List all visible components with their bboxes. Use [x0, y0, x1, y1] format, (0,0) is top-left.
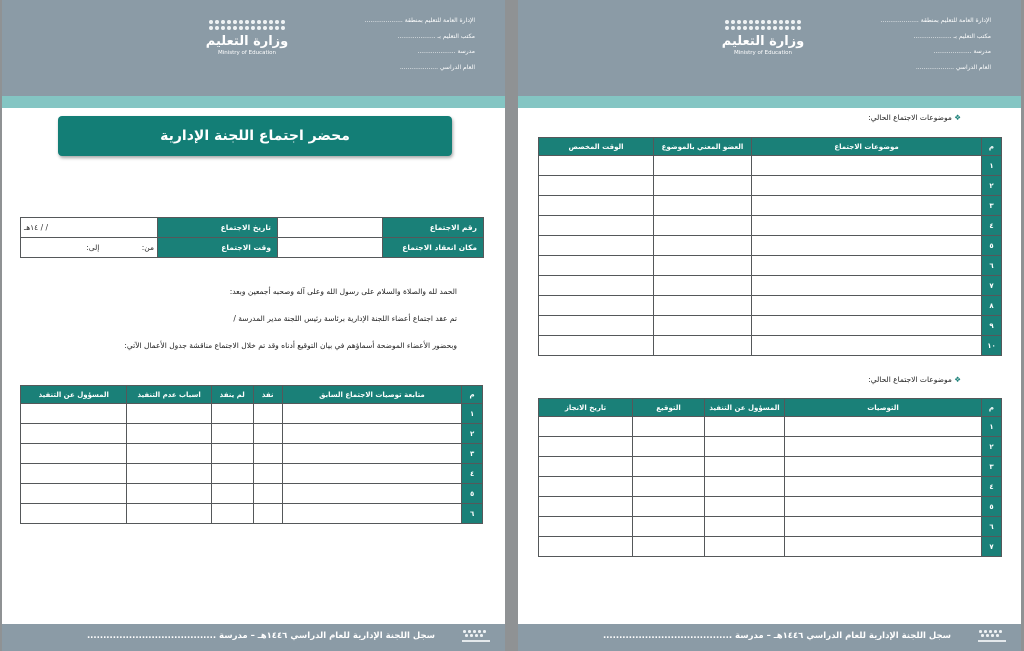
table-row: [21, 504, 483, 524]
intro-paragraphs: [37, 286, 457, 367]
header-line-region: الإدارة العامة للتعليم بمنطقة ....................: [364, 17, 475, 24]
table-row: [539, 417, 1002, 437]
column-header: العضو المعني بالموضوع: [654, 138, 752, 156]
meeting-place-field[interactable]: [278, 238, 383, 258]
row-number: ٢: [982, 437, 1002, 457]
table-row: [21, 424, 483, 444]
row-number: ٨: [982, 296, 1002, 316]
footer-text: سجل اللجنة الإدارية للعام الدراسي ١٤٤٦هـ – مدرسة ........................................: [602, 631, 951, 641]
bullet-icon: ❖: [954, 375, 961, 384]
header-info: [365, 13, 475, 75]
recommendations-section-title: [868, 375, 961, 384]
header-line-office: مكتب التعليم بـ ....................: [913, 32, 991, 40]
time-to-label: إلى:: [86, 243, 100, 252]
table-row: [21, 484, 483, 504]
previous-recommendations-table: [20, 385, 483, 524]
row-number: ٣: [462, 444, 483, 464]
table-row: [21, 238, 484, 258]
column-header: اسباب عدم التنفيذ: [127, 386, 211, 404]
column-header: الوقت المخصص: [539, 138, 654, 156]
header-line-year: العام الدراسي ....................: [915, 63, 991, 71]
row-number: ٣: [982, 457, 1002, 477]
meeting-date-field[interactable]: / / ١٤هـ: [21, 218, 158, 238]
row-number: ٦: [462, 504, 483, 524]
table-row: [539, 517, 1002, 537]
table-header-row: [21, 386, 483, 404]
table-row: [539, 156, 1002, 176]
ministry-logo: [197, 20, 297, 56]
footer-logo-icon: [459, 628, 493, 647]
table-row: [539, 256, 1002, 276]
row-number: ١: [462, 404, 483, 424]
logo-english-text: Ministry of Education: [217, 50, 276, 56]
meeting-date-label: تاريخ الاجتماع: [158, 218, 278, 238]
row-number: ٤: [982, 477, 1002, 497]
header-line-school: مدرسة ....................: [933, 48, 991, 55]
column-header: نفذ: [253, 386, 282, 404]
logo-dots-icon: [208, 20, 286, 30]
header-stripe: [2, 96, 505, 108]
meeting-time-field[interactable]: [21, 238, 158, 258]
table-row: [539, 316, 1002, 336]
row-number: ٥: [982, 236, 1002, 256]
meeting-info-table: [20, 217, 484, 258]
table-row: [21, 444, 483, 464]
table-header-row: [539, 399, 1002, 417]
row-number: ١: [982, 417, 1002, 437]
topics-section-title: [868, 113, 961, 122]
footer-text: سجل اللجنة الإدارية للعام الدراسي ١٤٤٦هـ – مدرسة ........................................: [86, 631, 435, 641]
column-header: التوقيع: [633, 399, 705, 417]
page-footer: [518, 624, 1021, 651]
intro-paragraph: الحمد لله والصلاة والسلام على رسول الله وعلى آله وصحبه أجمعين وبعد:: [229, 287, 457, 296]
recommendations-table: [538, 398, 1002, 557]
row-number: ٦: [982, 517, 1002, 537]
table-row: [539, 457, 1002, 477]
table-row: [539, 276, 1002, 296]
meeting-number-label: رقم الاجتماع: [383, 218, 484, 238]
page-right: [518, 0, 1021, 651]
row-number: ٦: [982, 256, 1002, 276]
row-number: ٢: [982, 176, 1002, 196]
column-header: متابعة توصيات الاجتماع السابق: [282, 386, 461, 404]
logo-arabic-text: وزارة التعليم: [721, 34, 805, 49]
footer-logo-icon: [975, 628, 1009, 647]
column-header: المسؤول عن التنفيذ: [21, 386, 127, 404]
column-header: المسؤول عن التنفيذ: [705, 399, 785, 417]
ministry-logo: [713, 20, 813, 56]
table-row: [539, 236, 1002, 256]
logo-dots-icon: [724, 20, 802, 30]
meeting-number-field[interactable]: [278, 218, 383, 238]
time-from-label: من:: [141, 243, 154, 252]
header-line-school: مدرسة ....................: [417, 48, 475, 55]
row-number: ٧: [982, 537, 1002, 557]
table-header-row: [539, 138, 1002, 156]
intro-paragraph: تم عقد اجتماع أعضاء اللجنة الإدارية برئاسة رئيس اللجنة مدير المدرسة /: [233, 314, 457, 323]
table-row: [21, 404, 483, 424]
row-number: ١: [982, 156, 1002, 176]
meeting-topics-table: [538, 137, 1002, 356]
page-footer: [2, 624, 505, 651]
page-header: [518, 0, 1021, 96]
row-number: ٥: [462, 484, 483, 504]
topics-title-text: موضوعات الاجتماع الحالي:: [868, 113, 952, 122]
header-line-office: مكتب التعليم بـ ....................: [397, 32, 475, 40]
table-row: [539, 437, 1002, 457]
column-header: لم ينفذ: [211, 386, 253, 404]
logo-arabic-text: وزارة التعليم: [205, 34, 289, 49]
table-row: [539, 216, 1002, 236]
table-row: [21, 464, 483, 484]
column-header: موضوعات الاجتماع: [752, 138, 982, 156]
table-row: [21, 218, 484, 238]
intro-paragraph: وبحضور الأعضاء الموضحة أسماؤهم في بيان التوقيع أدناه وقد تم خلال الاجتماع مناقشة جدول الأعمال الآتي:: [124, 341, 457, 350]
page-header: [2, 0, 505, 96]
header-line-region: الإدارة العامة للتعليم بمنطقة ....................: [880, 17, 991, 24]
column-header: م: [982, 138, 1002, 156]
row-number: ١٠: [982, 336, 1002, 356]
page-left: [2, 0, 505, 651]
row-number: ٤: [462, 464, 483, 484]
logo-english-text: Ministry of Education: [733, 50, 792, 56]
table-row: [539, 176, 1002, 196]
meeting-time-label: وقت الاجتماع: [158, 238, 278, 258]
page-title: محضر اجتماع اللجنة الإدارية: [58, 116, 452, 156]
meeting-place-label: مكان انعقاد الاجتماع: [383, 238, 484, 258]
table-row: [539, 477, 1002, 497]
row-number: ٢: [462, 424, 483, 444]
header-stripe: [518, 96, 1021, 108]
table-row: [539, 497, 1002, 517]
header-info: [881, 13, 991, 75]
column-header: م: [982, 399, 1002, 417]
table-row: [539, 537, 1002, 557]
row-number: ٥: [982, 497, 1002, 517]
row-number: ٩: [982, 316, 1002, 336]
header-line-year: العام الدراسي ....................: [399, 63, 475, 71]
row-number: ٧: [982, 276, 1002, 296]
table-row: [539, 336, 1002, 356]
column-header: التوصيات: [785, 399, 982, 417]
row-number: ٤: [982, 216, 1002, 236]
row-number: ٣: [982, 196, 1002, 216]
bullet-icon: ❖: [954, 113, 961, 122]
column-header: تاريخ الانجاز: [539, 399, 633, 417]
recommendations-title-text: موضوعات الاجتماع الحالي:: [868, 375, 952, 384]
column-header: م: [462, 386, 483, 404]
table-row: [539, 196, 1002, 216]
table-row: [539, 296, 1002, 316]
